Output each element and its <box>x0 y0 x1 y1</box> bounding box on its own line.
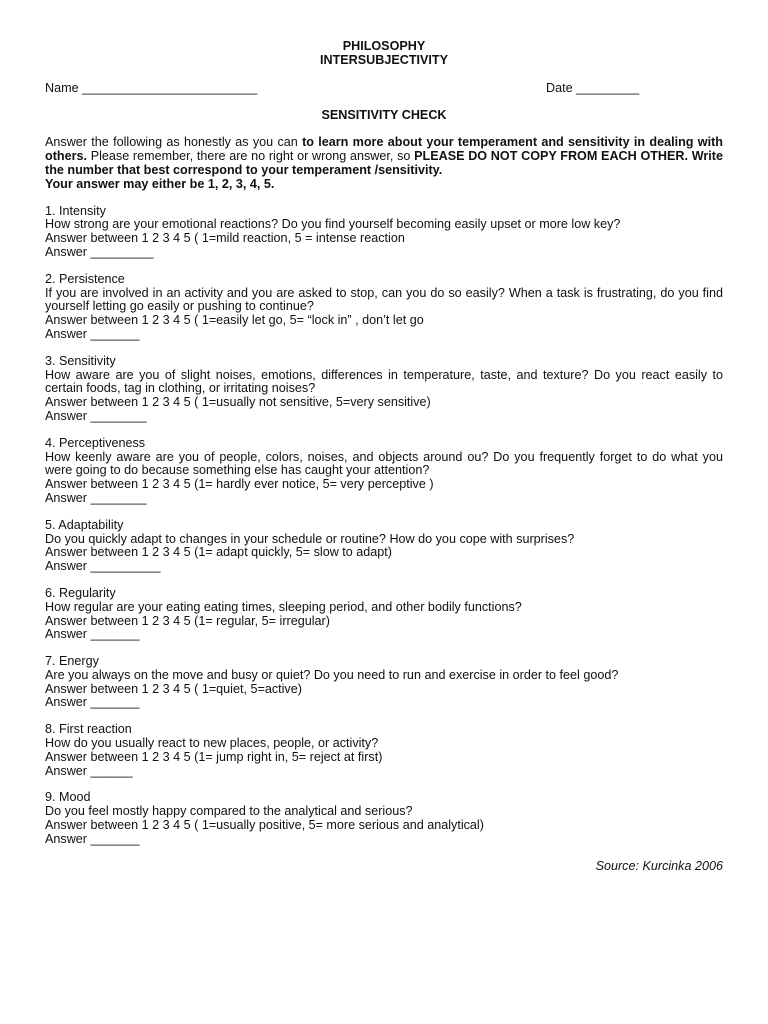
topic-title: INTERSUBJECTIVITY <box>319 52 449 67</box>
question-text: If you are involved in an activity and you are asked to stop, can you do so easily? When a task is frustrating, do you find yourself letting go easily or pushing to continue? <box>45 285 723 314</box>
question-text: Do you feel mostly happy compared to the analytical and serious? <box>45 804 413 819</box>
answer-scale: Answer between 1 2 3 4 5 (1= jump right in, 5= reject at first) <box>45 749 383 764</box>
question-item <box>45 655 723 710</box>
question-heading: 3. Sensitivity <box>45 353 116 368</box>
instructions-bold-1: to learn more about your temperament and sensitivity in dealing with others. <box>45 135 723 164</box>
question-item <box>45 791 723 846</box>
question-text: How regular are your eating eating times, sleeping period, and other bodily functions? <box>45 599 522 614</box>
question-text: Do you quickly adapt to changes in your schedule or routine? How do you cope with surprises? <box>45 531 575 546</box>
course-title: PHILOSOPHY <box>342 39 426 53</box>
instructions-text-2: Please remember, there are no right or wrong answer, so <box>87 149 415 164</box>
answer-scale: Answer between 1 2 3 4 5 ( 1=mild reaction, 5 = intense reaction <box>45 231 405 246</box>
answer-scale: Answer between 1 2 3 4 5 (1= regular, 5= irregular) <box>45 613 330 628</box>
answer-scale: Answer between 1 2 3 4 5 ( 1=usually not sensitive, 5=very sensitive) <box>45 395 431 410</box>
question-item <box>45 519 723 574</box>
question-list <box>45 205 723 847</box>
question-text: Are you always on the move and busy or quiet? Do you need to run and exercise in order to feel good? <box>45 667 619 682</box>
name-date-row <box>45 82 723 96</box>
answer-blank[interactable]: Answer _______ <box>45 627 140 642</box>
date-field[interactable]: Date _________ <box>546 80 640 95</box>
worksheet-page <box>45 40 723 873</box>
answer-blank[interactable]: Answer __________ <box>45 559 161 574</box>
instructions-bold-3: Your answer may either be 1, 2, 3, 4, 5. <box>45 176 275 191</box>
question-heading: 2. Persistence <box>45 271 125 286</box>
name-field[interactable]: Name _________________________ <box>45 80 258 95</box>
answer-blank[interactable]: Answer _______ <box>45 831 140 846</box>
question-heading: 9. Mood <box>45 790 91 805</box>
answer-blank[interactable]: Answer ______ <box>45 763 133 778</box>
answer-scale: Answer between 1 2 3 4 5 (1= adapt quickly, 5= slow to adapt) <box>45 545 393 560</box>
question-item <box>45 355 723 424</box>
question-heading: 8. First reaction <box>45 722 132 737</box>
answer-scale: Answer between 1 2 3 4 5 ( 1=quiet, 5=active) <box>45 681 302 696</box>
instructions <box>45 136 723 191</box>
question-item <box>45 437 723 506</box>
source-citation: Source: Kurcinka 2006 <box>595 858 723 873</box>
question-text: How aware are you of slight noises, emotions, differences in temperature, taste, and texture? Do you react easily to certain foods, tag in clothing, or irritating noises? <box>45 367 723 396</box>
question-heading: 6. Regularity <box>45 585 116 600</box>
question-item <box>45 587 723 642</box>
instructions-text-1: Answer the following as honestly as you can <box>45 135 303 150</box>
answer-scale: Answer between 1 2 3 4 5 ( 1=easily let go, 5= “lock in” , don’t let go <box>45 313 424 328</box>
question-item <box>45 273 723 342</box>
section-title: SENSITIVITY CHECK <box>321 107 447 122</box>
answer-scale: Answer between 1 2 3 4 5 ( 1=usually positive, 5= more serious and analytical) <box>45 818 484 833</box>
question-text: How do you usually react to new places, people, or activity? <box>45 736 379 751</box>
question-heading: 7. Energy <box>45 654 99 669</box>
answer-blank[interactable]: Answer _______ <box>45 326 140 341</box>
question-item <box>45 205 723 260</box>
answer-blank[interactable]: Answer ________ <box>45 408 147 423</box>
answer-blank[interactable]: Answer _________ <box>45 244 154 259</box>
answer-blank[interactable]: Answer ________ <box>45 490 147 505</box>
question-heading: 5. Adaptability <box>45 517 124 532</box>
question-item <box>45 723 723 778</box>
question-text: How keenly aware are you of people, colors, noises, and objects around ou? Do you frequently forget to do what you were going to do because something else has caught your attention? <box>45 449 723 478</box>
instructions-bold-2: PLEASE DO NOT COPY FROM EACH OTHER. Write the number that best correspond to your temperament /sensitivity. <box>45 149 723 177</box>
answer-blank[interactable]: Answer _______ <box>45 695 140 710</box>
answer-scale: Answer between 1 2 3 4 5 (1= hardly ever notice, 5= very perceptive ) <box>45 477 434 492</box>
question-heading: 1. Intensity <box>45 203 106 218</box>
question-heading: 4. Perceptiveness <box>45 435 146 450</box>
question-text: How strong are your emotional reactions? Do you find yourself becoming easily upset or more low key? <box>45 217 621 232</box>
